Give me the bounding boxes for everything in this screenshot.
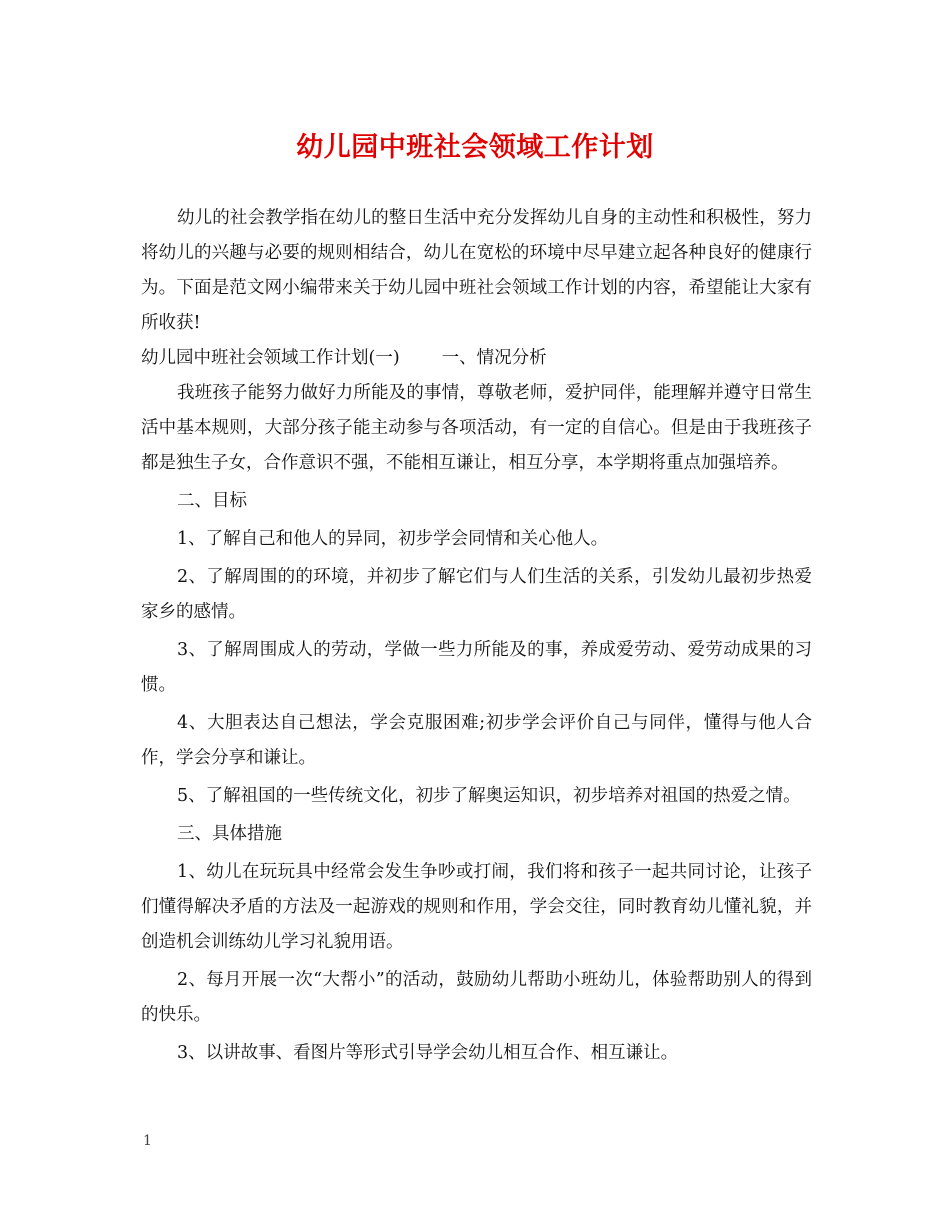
page-number: 1 bbox=[143, 1133, 152, 1149]
goal-item-1: 1、了解自己和他人的异同，初步学会同情和关心他人。 bbox=[177, 529, 609, 549]
goal-item-2: 2、了解周围的的环境，并初步了解它们与人们生活的关系，引发幼儿最初步热爱家乡的感情。 bbox=[141, 567, 812, 622]
plan-heading-line bbox=[141, 341, 812, 376]
measure-item-2: 2、每月开展一次“大帮小”的活动，鼓励幼儿帮助小班幼儿，体验帮助别人的得到的快乐。 bbox=[141, 970, 812, 1025]
section3-heading: 三、具体措施 bbox=[177, 824, 282, 844]
plan-heading: 幼儿园中班社会领域工作计划(一) bbox=[141, 348, 400, 368]
measure-item-1: 1、幼儿在玩玩具中经常会发生争吵或打闹，我们将和孩子一起共同讨论，让孩子们懂得解决矛盾的方法及一起游戏的规则和作用，学会交往，同时教育幼儿懂礼貌，并创造机会训练幼儿学习礼貌用语。 bbox=[141, 862, 812, 952]
goal-item-4: 4、大胆表达自己想法，学会克服困难;初步学会评价自己与同伴，懂得与他人合作，学会分享和谦让。 bbox=[141, 713, 812, 768]
section1-paragraph: 我班孩子能努力做好力所能及的事情，尊敬老师，爱护同伴，能理解并遵守日常生活中基本规则，大部分孩子能主动参与各项活动，有一定的自信心。但是由于我班孩子都是独生子女，合作意识不强，不能相互谦让，相互分享，本学期将重点加强培养。 bbox=[141, 383, 812, 473]
intro-paragraph: 幼儿的社会教学指在幼儿的整日生活中充分发挥幼儿自身的主动性和积极性，努力将幼儿的兴趣与必要的规则相结合，幼儿在宽松的环境中尽早建立起各种良好的健康行为。下面是范文网小编带来关于幼儿园中班社会领域工作计划的内容，希望能让大家有所收获! bbox=[141, 208, 812, 333]
document-body bbox=[141, 201, 812, 1071]
page-title: 幼儿园中班社会领域工作计划 bbox=[296, 132, 654, 163]
goal-item-3: 3、了解周围成人的劳动，学做一些力所能及的事，养成爱劳动、爱劳动成果的习惯。 bbox=[141, 640, 812, 695]
section1-heading: 一、情况分析 bbox=[441, 348, 547, 368]
section2-heading: 二、目标 bbox=[177, 491, 247, 511]
measure-item-3: 3、以讲故事、看图片等形式引导学会幼儿相互合作、相互谦让。 bbox=[177, 1043, 679, 1063]
goal-item-5: 5、了解祖国的一些传统文化，初步了解奥运知识，初步培养对祖国的热爱之情。 bbox=[177, 786, 801, 806]
